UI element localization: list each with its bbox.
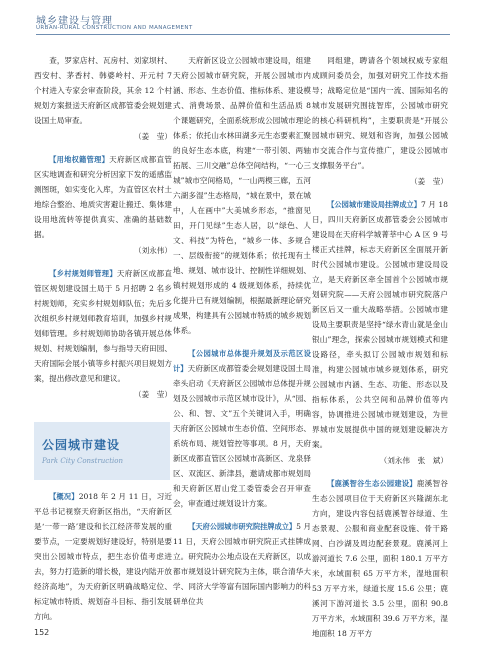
header-rule — [36, 34, 450, 35]
section-tag: 【乡村规划师管理】 — [49, 269, 117, 278]
column-1-continued — [34, 489, 172, 624]
page-number: 152 — [34, 628, 50, 637]
author: （姜 莹） — [134, 390, 172, 399]
section-tag: 【天府公园城市研究院挂牌成立】 — [188, 522, 297, 531]
paragraph-text: 2018 年 2 月 11 日，习近平总书记视察天府新区指出，“天府新区是‘一带一路’建设和长江经济带发展的重要节点，一定要规划好建设好，特别是要突出公园城市特点，把生态价值考虑进去，努力打造新的增长极，建设内陆开放经济高地”，为天府新区明确战略定位、标定城市特质、规划奋斗目标、指引发展方向。 — [34, 492, 172, 621]
section-title: 公园城市建设 — [42, 438, 121, 452]
paragraph — [34, 266, 172, 386]
paragraph — [34, 489, 172, 624]
paragraph-text: 天府新区成都管委会规划建设国土局牵头启动《天府新区公园城市总体提升规划及公园城市示范区城市设计》，从“园、公、和、智、文”五个关键词入手，明确天府新区公园城市生态价值、空间形态、系统布局、规划管控等事项。8 月，天府新区成都直管区公园城市高新区、龙泉驿区、双流区、新津县，邀请成都市规划局和天府新区眉山党工委管委会召开审查会，审查通过规划设计方案。 — [173, 364, 311, 508]
column-1 — [34, 53, 172, 402]
author: （刘永伟） — [134, 246, 172, 255]
section-tag: 【概况】 — [49, 492, 79, 501]
author: （刘永伟 张 斌） — [379, 456, 448, 465]
column-3 — [312, 53, 448, 641]
paragraph-text: 7 月 18 日，四川天府新区成都管委会公园城市建设局在天府科学城菁莘中心 A 区 9 号楼正式挂牌，标志天府新区全面展开新时代公园城市建设。公园城市建设局设立，是天府新区牵全国首个公园城市规划研究院——天府公园城市研究院落户新区后又一重大战略举措。公园城市建设局主要职责是坚持“绿水青山就是金山银山”理念，探索公园城市规划模式和建设路径，牵头拟订公园城市规划和标准，构建公园城市城乡规划体系，研究公园城市内涵、生态、功能、形态以及指标体系，公共空间和品牌价值等内容，协调推进公园城市规划建设，为世界城市发展提供中国的规划建设解决方案。 — [312, 200, 448, 449]
author: （姜 莹） — [410, 177, 448, 186]
paragraph — [173, 346, 311, 511]
paragraph-text: 鹿溪智谷生态公园项目位于天府新区兴隆湖东北方向，建设内容包括鹿溪智谷绿道、生态景观、公服和商业配套设施、骨干路网、白沙湖及周边配套景观。鹿溪河上游河道长 7.6 公里，面积 180.1 万平方米，水域面积 65 万平方米，湿地面积 53 万平方米，绿道长度 15.6 公里；鹿溪河下游河道长 3.5 公里，面积 90.8 万平方米，水域面积 39.6 万平方米，湿地面积 18 万平方 — [312, 479, 448, 638]
paragraph: 查，罗家店村、瓦房村、刘家坝村、西安村、茅香村、韩婆岭村、开元村 7 个村进入专家会审查阶段，其余 12 个村规划方案报送天府新区成都管委会规划建设国土局审查。 — [34, 56, 172, 125]
header-title: 城乡建设与管理 — [36, 16, 113, 27]
section-subtitle: Park City Construction — [42, 457, 124, 465]
paragraph — [312, 197, 448, 452]
paragraph: 天府新区设立公园城市建设局，组建天府公园城市研究院，开展公园城市内涵、形态、生态价值、推标体系、建设模式、消费场景、品牌价值和生活品质 8 个课题研究，全面系统形成公园城市理论体系；依托山水林田湖多元生态要素汇聚的良好生态本底，构建“一带引领、两轴拓展、三川交融”总体空间结构，“一心三城”城市空间格局，“一山两楔三廊，五河六湖多湿”生态格局，“城在景中，景在城中，人在画中”大美城乡形态，“推窗见田，开门见绿”生态人居，以“绿色、人文、科技”为特色，“城乡一体、多规合一、层级衔接”的规划体系；依托现有土地、规划、城市设计、控制性详细规划、镇村规划形成的 4 级规划体系，持续优化提升已有规划编制，根据最新理论研究成果，构建具有公园城市特质的城乡规划体系。 — [173, 56, 311, 335]
paragraph — [312, 476, 448, 641]
paragraph-text: 天府新区成都直管区规划建设国土局于 5 月招聘 2 名乡村规划师，充实乡村规划师队伍；先后多次组织乡村规划师教育培训，加强乡村规划师管理。乡村规划师协助各镇开展总体规划、村规划编制，参与指导天府田园、天府国际会展小镇等乡村振兴项目规划方案，提出修改意见和建议。 — [34, 269, 172, 383]
section-tag: 【公园城市建设局挂牌成立】 — [327, 200, 421, 209]
paragraph: 同组建，聘请各个领域权威专家组成顾问委员会，加强对研究工作技术指导；战略定位是“国内一流、国际知名的城市发展研究围拢智库，公园城市研究的核心科研机构”，主要职责是“开展公园城市研究、规划和咨询，加强公园城市交流合作与宣传推广，建设公园城市支撑服务平台”。 — [312, 56, 448, 170]
section-tag: 【用地权籍管理】 — [49, 155, 110, 164]
author: （姜 莹） — [134, 132, 172, 141]
column-2 — [173, 53, 311, 609]
paragraph-text: 天府新区成都直管区实地调查和研究分析因家下发的遥感监测图斑，如实变化入库，为直管区农村土地综合整治、地质灾害避让搬迁、集体建设用地流转等提供真实、准确的基础数据。 — [34, 155, 172, 239]
section-tag: 【鹿溪智谷生态公园建设】 — [327, 479, 417, 488]
paragraph — [34, 152, 172, 242]
paragraph — [173, 519, 311, 609]
header-subtitle: URBAN-RURAL CONSTRUCTION AND MANAGEMENT — [36, 25, 193, 31]
section-tag: 【公园城市总体提升规划及示范区设计】 — [173, 349, 311, 373]
paragraph-text: 5 月 11 日，天府公园城市研究院正式挂牌成立。研究院办公地点设在天府新区，以成都市规划设计研究院为主体，联合清华大学、同济大学等富有国际国内影响力的科研单位共 — [173, 522, 311, 606]
page-header — [0, 0, 480, 46]
section-heading-box — [34, 422, 170, 480]
